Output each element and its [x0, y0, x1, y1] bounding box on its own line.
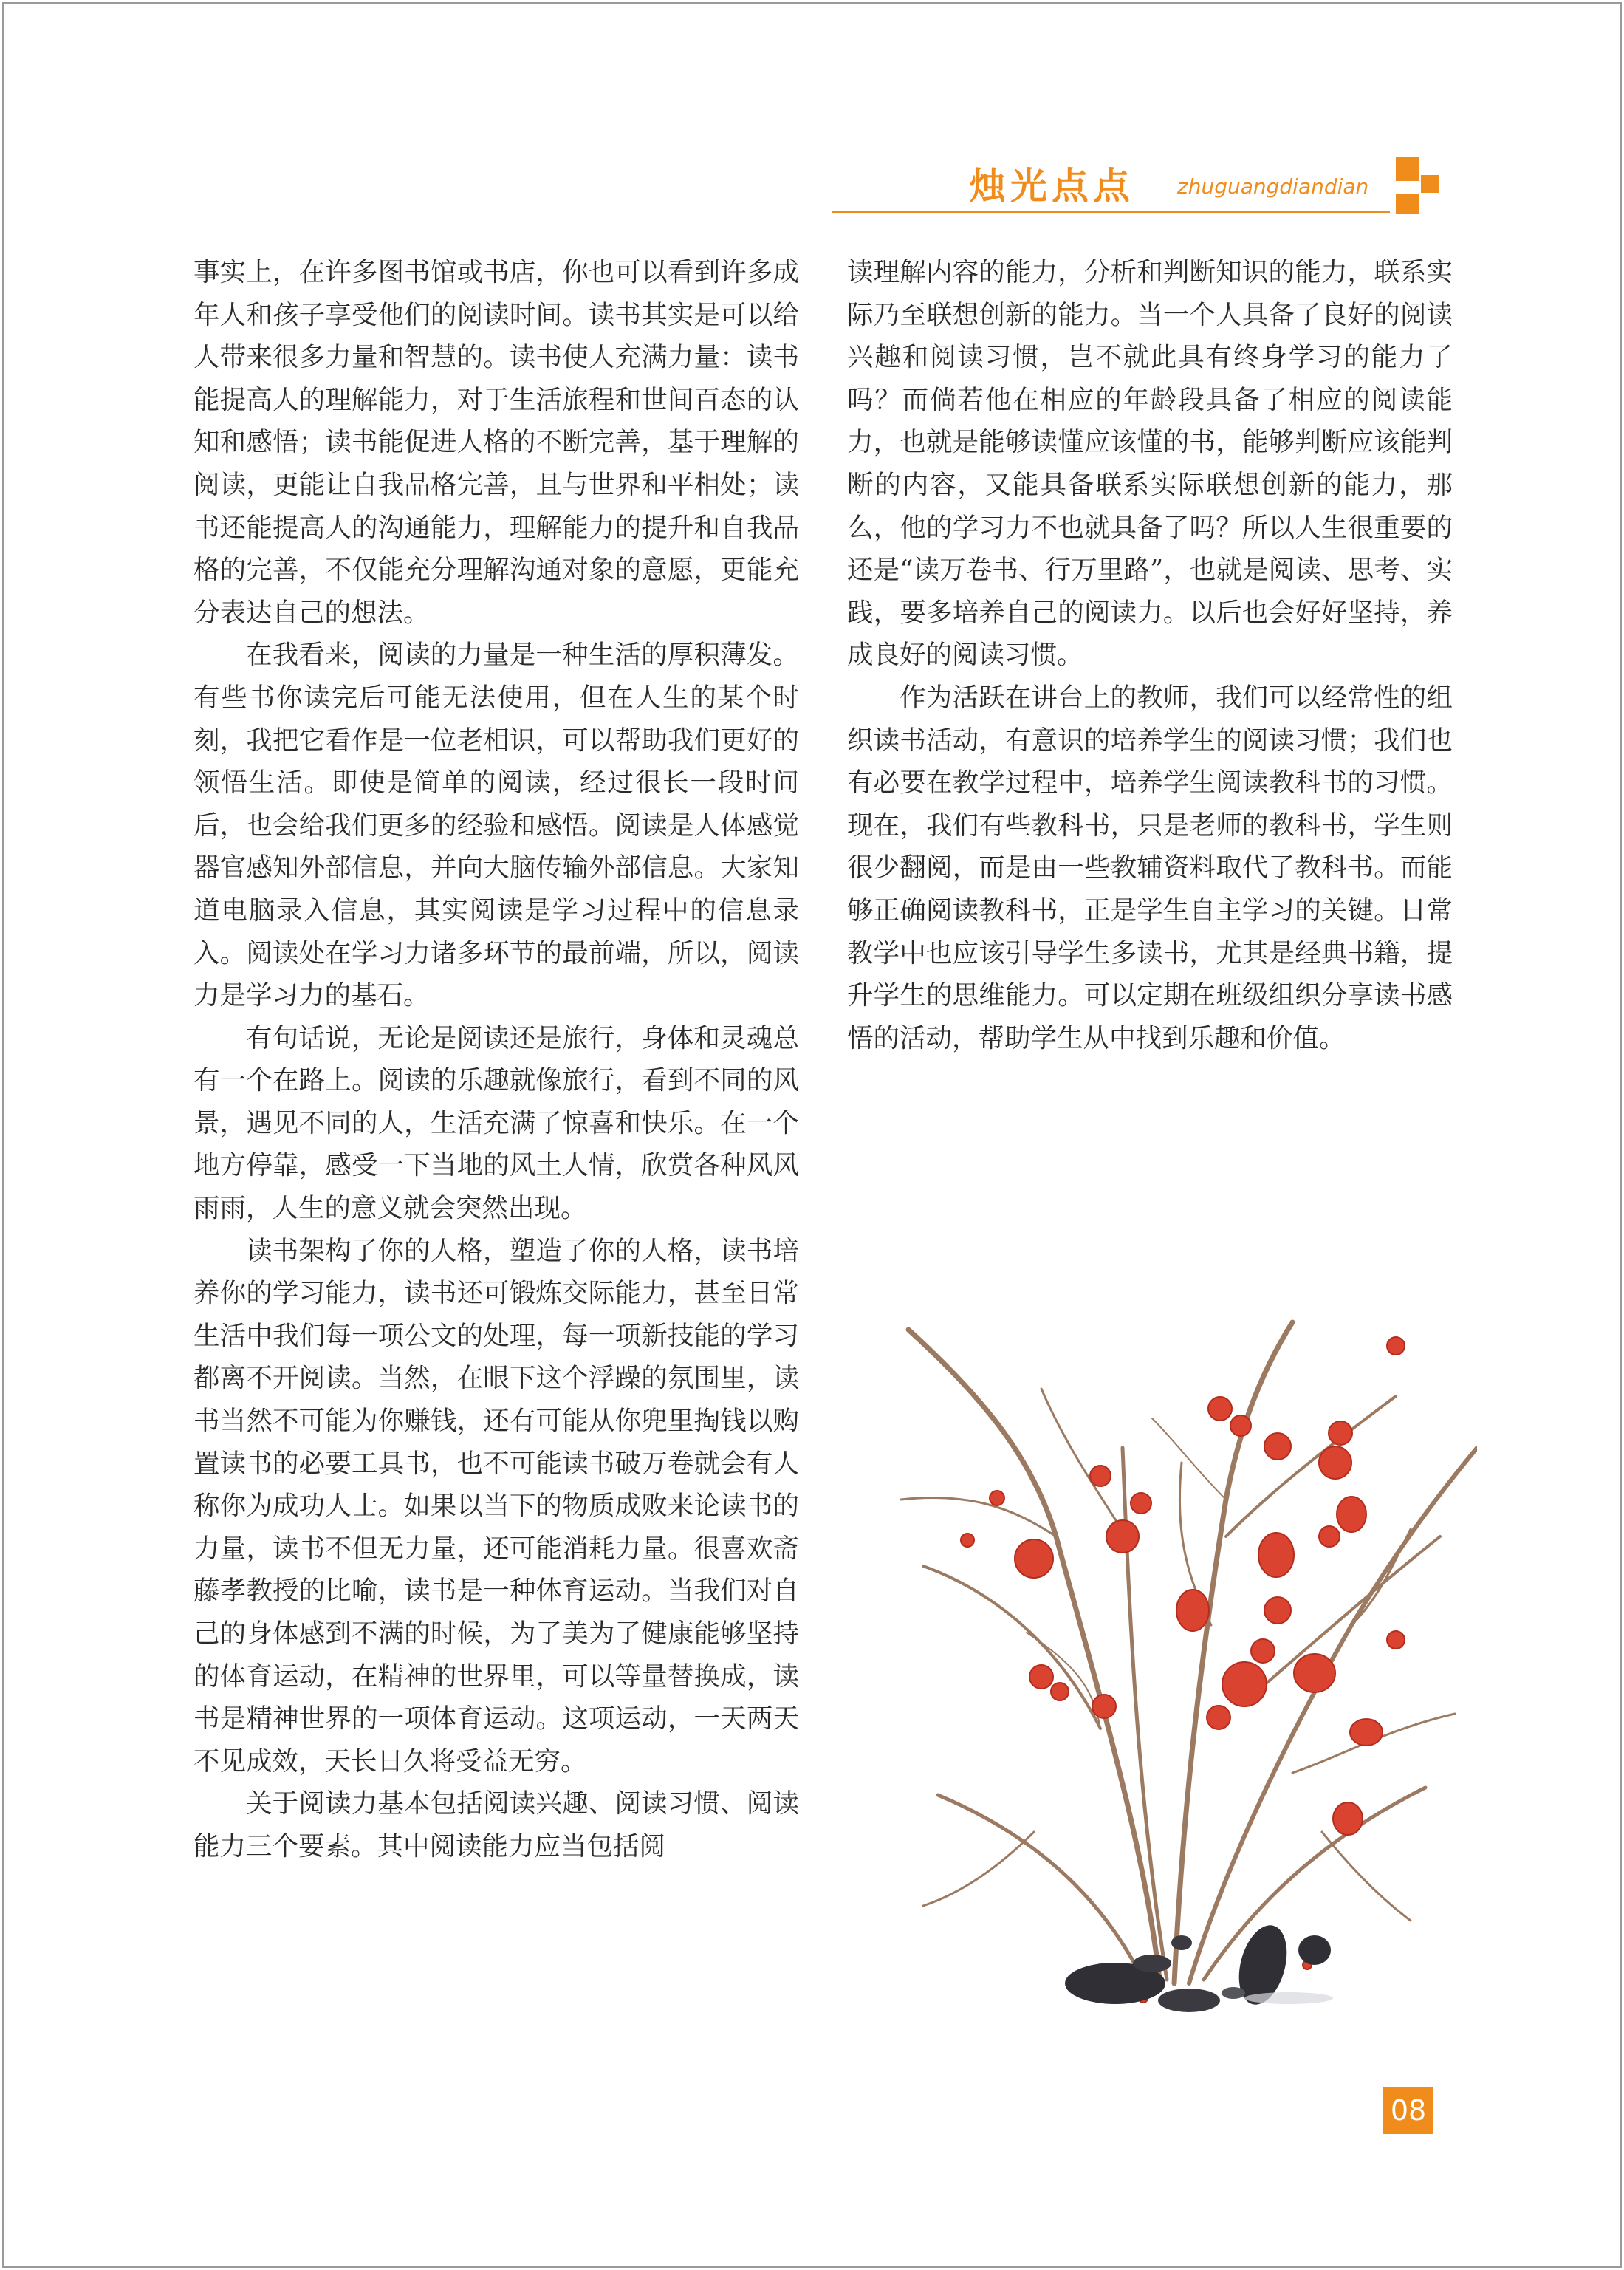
paragraph: 读书架构了你的人格，塑造了你的人格，读书培养你的学习能力，读书还可锻炼交际能力，甚至日常生活中我们每一项公文的处理，每一项新技能的学习都离不开阅读。当然，在眼下这个浮躁的氛围里，读书当然不可能为你赚钱，还有可能从你兜里掏钱以购置读书的必要工具书，也不可能读书破万卷就会有人称你为成功人士。如果以当下的物质成败来论读书的力量，读书不但无力量，还可能消耗力量。很喜欢斋藤孝教授的比喻，读书是一种体育运动。当我们对自己的身体感到不满的时候，为了美为了健康能够坚持的体育运动，在精神的世界里，可以等量替换成，读书是精神世界的一项体育运动。这项运动，一天两天不见成效，天长日久将受益无穷。 [193, 1235, 799, 1777]
right-column [847, 251, 1453, 1059]
berry-tree-illustration [879, 1315, 1477, 2024]
column-title: 烛光点点 [969, 165, 1134, 208]
paragraph: 事实上，在许多图书馆或书店，你也可以看到许多成年人和孩子享受他们的阅读时间。读书其实是可以给人带来很多力量和智慧的。读书使人充满力量：读书能提高人的理解能力，对于生活旅程和世间百态的认知和感悟；读书能促进人格的不断完善，基于理解的阅读，更能让自我品格完善，且与世界和平相处；读书还能提高人的沟通能力，理解能力的提升和自我品格的完善，不仅能充分理解沟通对象的意愿，更能充分表达自己的想法。 [193, 257, 799, 628]
berries [961, 1337, 1405, 2003]
paragraph: 在我看来，阅读的力量是一种生活的厚积薄发。有些书你读完后可能无法使用，但在人生的某个时刻，我把它看作是一位老相识，可以帮助我们更好的领悟生活。即使是简单的阅读，经过很长一段时间后，也会给我们更多的经验和感悟。阅读是人体感觉器官感知外部信息，并向大脑传输外部信息。大家知道电脑录入信息，其实阅读是学习过程中的信息录入。阅读处在学习力诸多环节的最前端，所以，阅读力是学习力的基石。 [193, 640, 799, 1011]
header-rule [832, 211, 1390, 213]
paragraph: 有句话说，无论是阅读还是旅行，身体和灵魂总有一个在路上。阅读的乐趣就像旅行，看到不同的风景，遇见不同的人，生活充满了惊喜和快乐。在一个地方停靠，感受一下当地的风土人情，欣赏各种风风雨雨，人生的意义就会突然出现。 [193, 1022, 799, 1224]
page-number: 08 [1383, 2087, 1433, 2134]
paragraph: 作为活跃在讲台上的教师，我们可以经常性的组织读书活动，有意识的培养学生的阅读习惯；我们也有必要在教学过程中，培养学生阅读教科书的习惯。现在，我们有些教科书，只是老师的教科书，学生则很少翻阅，而是由一些教辅资料取代了教科书。而能够正确阅读教科书，正是学生自主学习的关键。日常教学中也应该引导学生多读书，尤其是经典书籍，提升学生的思维能力。可以定期在班级组织分享读书感悟的活动，帮助学生从中找到乐趣和价值。 [847, 682, 1453, 1053]
left-column [193, 251, 799, 1868]
paragraph: 读理解内容的能力，分析和判断知识的能力，联系实际乃至联想创新的能力。当一个人具备了良好的阅读兴趣和阅读习惯，岂不就此具有终身学习的能力了吗？而倘若他在相应的年龄段具备了相应的阅读能力，也就是能够读懂应该懂的书，能够判断应该能判断的内容，又能具备联系实际联想创新的能力，那么，他的学习力不也就具备了吗？所以人生很重要的还是“读万卷书、行万里路”，也就是阅读、思考、实践，要多培养自己的阅读力。以后也会好好坚持，养成良好的阅读习惯。 [847, 257, 1453, 671]
paragraph: 关于阅读力基本包括阅读兴趣、阅读习惯、阅读能力三个要素。其中阅读能力应当包括阅 [193, 1788, 799, 1862]
column-title-pinyin: zhuguangdiandian [1177, 174, 1369, 199]
stones [1065, 1920, 1333, 2012]
branches [901, 1322, 1477, 1983]
